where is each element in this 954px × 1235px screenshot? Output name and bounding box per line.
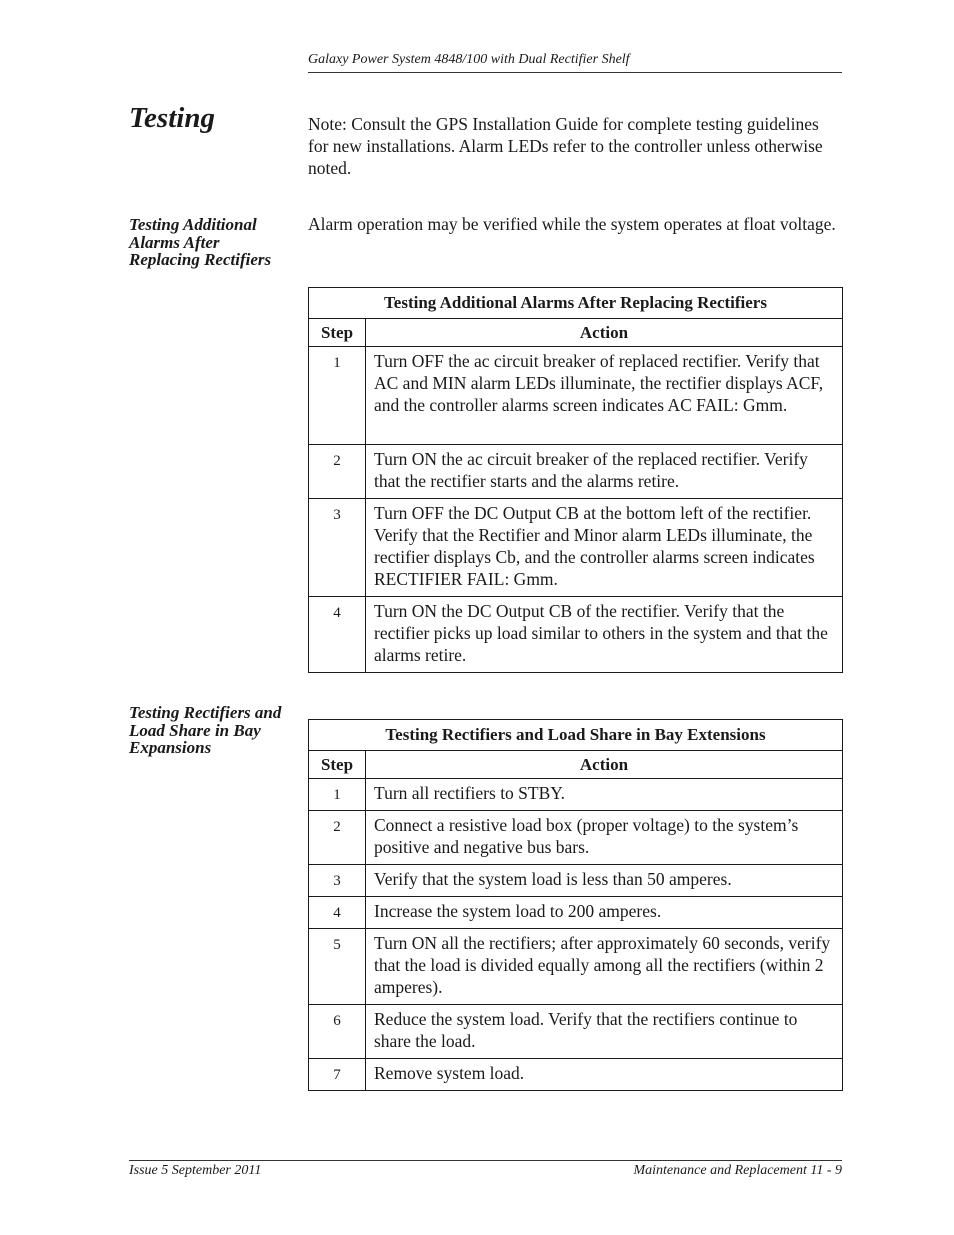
column-header-action: Action <box>366 751 843 779</box>
footer-rule <box>129 1160 842 1161</box>
step-number: 4 <box>309 597 366 673</box>
footer-issue: Issue 5 September 2011 <box>129 1163 262 1178</box>
additional-alarms-table <box>308 287 843 673</box>
subsection-intro: Alarm operation may be verified while the system operates at float voltage. <box>308 214 836 234</box>
step-number: 1 <box>309 347 366 445</box>
footer-page-reference: Maintenance and Replacement 11 - 9 <box>633 1163 842 1178</box>
table-row <box>309 499 843 597</box>
table-row <box>309 597 843 673</box>
step-action: Turn all rectifiers to STBY. <box>366 779 843 811</box>
step-number: 3 <box>309 865 366 897</box>
table-row <box>309 897 843 929</box>
step-action: Turn ON all the rectifiers; after approximately 60 seconds, verify that the load is divided equally among all the rectifiers (within 2 amperes). <box>366 929 843 1005</box>
step-number: 2 <box>309 811 366 865</box>
step-number: 3 <box>309 499 366 597</box>
column-header-step: Step <box>309 751 366 779</box>
step-action: Turn ON the DC Output CB of the rectifier. Verify that the rectifier picks up load similar to others in the system and that the alarms retire. <box>366 597 843 673</box>
table-row <box>309 929 843 1005</box>
step-action: Increase the system load to 200 amperes. <box>366 897 843 929</box>
step-action: Verify that the system load is less than 50 amperes. <box>366 865 843 897</box>
step-number: 6 <box>309 1005 366 1059</box>
step-number: 7 <box>309 1059 366 1091</box>
step-action: Connect a resistive load box (proper voltage) to the system’s positive and negative bus bars. <box>366 811 843 865</box>
subsection-heading-bay-expansions: Testing Rectifiers and Load Share in Bay Expansions <box>129 703 282 757</box>
step-action: Turn OFF the ac circuit breaker of replaced rectifier. Verify that AC and MIN alarm LEDs illuminate, the rectifier displays ACF, and the controller alarms screen indicates AC FAIL: Gmm. <box>366 347 843 445</box>
table-row <box>309 1005 843 1059</box>
subsection-heading-additional-alarms: Testing Additional Alarms After Replacing Rectifiers <box>129 215 272 269</box>
step-action: Remove system load. <box>366 1059 843 1091</box>
step-action: Turn OFF the DC Output CB at the bottom left of the rectifier. Verify that the Rectifier and Minor alarm LEDs illuminate, the rectifier displays Cb, and the controller alarms screen indicates RECTIFIER FAIL: Gmm. <box>366 499 843 597</box>
column-header-action: Action <box>366 319 843 347</box>
section-title: Testing <box>129 102 215 134</box>
table-row <box>309 865 843 897</box>
step-number: 5 <box>309 929 366 1005</box>
step-action: Reduce the system load. Verify that the rectifiers continue to share the load. <box>366 1005 843 1059</box>
table-caption: Testing Additional Alarms After Replacing Rectifiers <box>309 288 843 319</box>
step-action: Turn ON the ac circuit breaker of the replaced rectifier. Verify that the rectifier starts and the alarms retire. <box>366 445 843 499</box>
load-share-table <box>308 719 843 1091</box>
step-number: 4 <box>309 897 366 929</box>
step-number: 1 <box>309 779 366 811</box>
header-rule <box>308 72 842 73</box>
column-header-step: Step <box>309 319 366 347</box>
table-row <box>309 1059 843 1091</box>
table-row <box>309 811 843 865</box>
table-row <box>309 779 843 811</box>
table-row <box>309 347 843 445</box>
table-caption: Testing Rectifiers and Load Share in Bay Extensions <box>309 720 843 751</box>
table-row <box>309 445 843 499</box>
step-number: 2 <box>309 445 366 499</box>
section-note: Note: Consult the GPS Installation Guide for complete testing guidelines for new installations. Alarm LEDs refer to the controller unless otherwise noted. <box>308 114 823 178</box>
running-header: Galaxy Power System 4848/100 with Dual Rectifier Shelf <box>308 52 630 67</box>
